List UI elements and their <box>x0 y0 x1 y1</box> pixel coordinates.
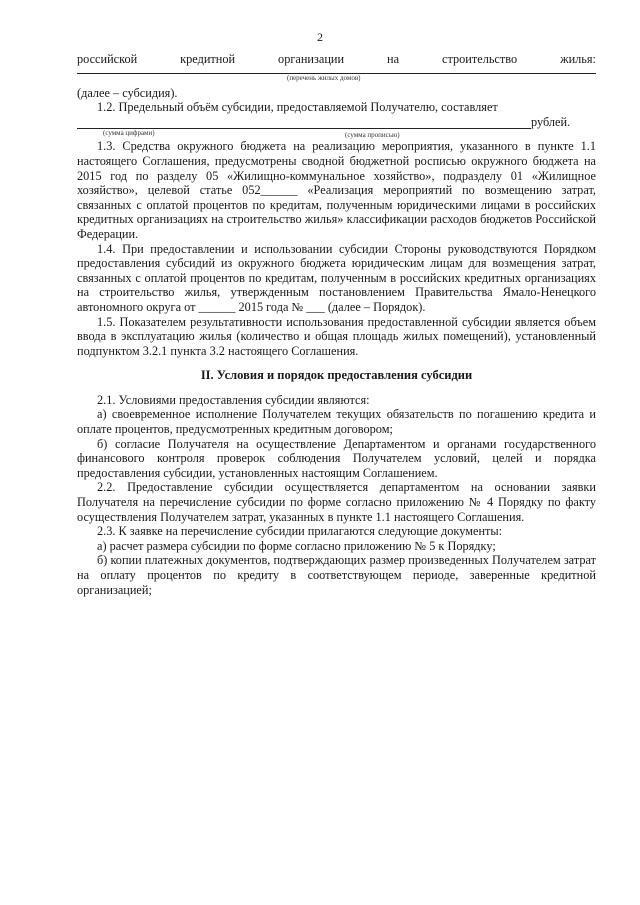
amount-words-label: (сумма прописью) <box>345 131 400 140</box>
houses-list-label: (перечень жилых домов) <box>287 73 361 82</box>
first-line-word: кредитной <box>180 52 236 66</box>
paragraph-2-1-a: а) своевременное исполнение Получателем текущих обязательств по погашению кредита и оплате процентов, предусмотренных кредитным договором; <box>77 407 596 437</box>
first-line-word: жилья: <box>560 52 596 66</box>
first-line-word: строительство <box>442 52 518 66</box>
paragraph-2-3-a: а) расчет размера субсидии по форме согласно приложению № 5 к Порядку; <box>97 538 496 553</box>
document-body <box>77 52 596 597</box>
paragraph-1-5: 1.5. Показателем результативности использования предоставленной субсидии является объем ввода в эксплуатацию жилья (количество и общая площадь жилых помещений), установленный подпунктом 3.2.1 пункта 3.2 настоящего Соглашения. <box>77 314 596 358</box>
paragraph-2-2: 2.2. Предоставление субсидии осуществляется департаментом на основании заявки Получателя на перечисление субсидии по форме согласно приложению № 4 Порядку по факту осуществления Получателем затрат, указанных в пункте 1.1 настоящего Соглашения. <box>77 480 596 524</box>
first-line-word: российской <box>77 52 138 66</box>
section-2-title: II. Условия и порядок предоставления субсидии <box>200 368 473 383</box>
subsidy-amount-line <box>77 115 596 130</box>
first-line-word: на <box>387 52 400 66</box>
first-line <box>77 52 596 67</box>
paragraph-2-1-b: б) согласие Получателя на осуществление Департаментом и органами государственного финансового контроля проверок соблюдения Получателем условий, целей и порядка предоставления субсидии, установленных настоящим Соглашением. <box>77 436 596 480</box>
paragraph-1-1-end: (далее – субсидия). <box>77 85 178 100</box>
amount-digits-label: (сумма цифрами) <box>103 129 155 138</box>
paragraph-2-3: 2.3. К заявке на перечисление субсидии прилагаются следующие документы: <box>97 524 503 539</box>
paragraph-1-2: 1.2. Предельный объём субсидии, предоставляемой Получателю, составляет <box>97 100 498 115</box>
paragraph-1-4: 1.4. При предоставлении и использовании субсидии Стороны руководствуются Порядком предоставления субсидий из окружного бюджета юридическим лицам для возмещения затрат, связанных с оплатой процентов по кредитам, полученным в российских кредитных организациях на строительство жилья, утвержденным постановлением Правительства Ямало-Ненецкого автономного округа от ______ 2015 года № ___ (далее – Порядок). <box>77 241 596 314</box>
paragraph-2-1: 2.1. Условиями предоставления субсидии являются: <box>97 392 370 407</box>
first-line-word: организации <box>278 52 345 66</box>
paragraph-1-3: 1.3. Средства окружного бюджета на реализацию мероприятия, указанного в пункте 1.1 настоящего Соглашения, предусмотрены сводной бюджетной росписью окружного бюджета на 2015 год по разделу 05 «Жилищно-коммунальное хозяйство», подразделу 01 «Жилищное хозяйство», целевой статье 052______ «Реализация мероприятий по возмещению затрат, связанных с оплатой процентов по кредитам, полученным юридическими лицами в российских кредитных организациях на строительство жилья» классификации расходов бюджетов Российской Федерации. <box>77 139 596 241</box>
subsidy-amount-labels <box>77 129 596 139</box>
subsidy-amount-suffix: рублей. <box>531 114 571 129</box>
page-number: 2 <box>317 30 323 44</box>
subsidy-amount-blank <box>77 117 531 129</box>
paragraph-2-3-b: б) копии платежных документов, подтверждающих размер произведенных Получателем затрат на оплату процентов по кредиту в соответствующем периоде, заверенные кредитной организацией; <box>77 553 596 597</box>
